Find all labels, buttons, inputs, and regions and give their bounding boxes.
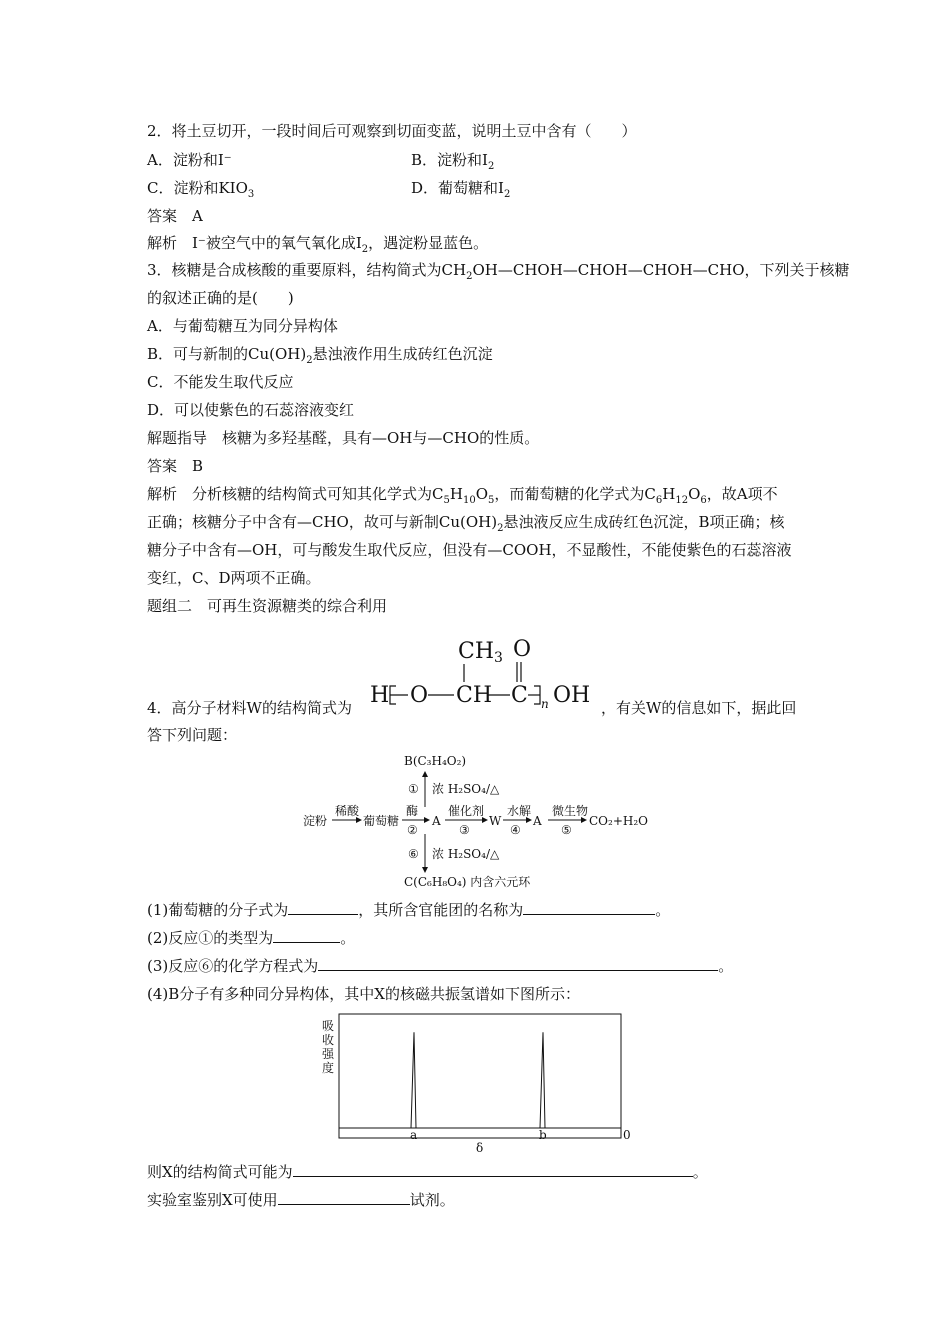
compound-b: B(C₃H₄O₂): [404, 754, 467, 768]
q3-analysis-line2: 正确；核糖分子中含有—CHO，故可与新制$Cu(OH)_2$悬浊液反应生成砖红色沉淀，B项正确；核: [147, 513, 785, 534]
q3-guide: 解题指导 核糖为多羟基醛，具有—OH与—CHO的性质。: [147, 429, 540, 447]
q4-sub3: (3)反应⑥的化学方程式为 。: [147, 957, 734, 975]
glucose: 葡萄糖: [363, 814, 400, 828]
repeat-n: n: [541, 697, 549, 711]
plot-frame: [339, 1014, 621, 1138]
tick-b: b: [539, 1128, 547, 1142]
ylabel-4: 度: [322, 1061, 335, 1075]
step-1: ①: [408, 782, 419, 796]
q3-analysis-line4: 变红，C、D两项不正确。: [147, 569, 321, 587]
q3-option-d: D．可以使紫色的石蕊溶液变红: [147, 401, 355, 419]
dilute-acid: 稀酸: [335, 804, 360, 818]
q3-analysis-line1: 解析 分析核糖的结构简式可知其化学式为$C_5H_{10}O_5$，而葡萄糖的化学式为$C_6H_{12}O_6$，故A项不: [147, 485, 778, 506]
q3-option-b: B．可与新制的$Cu(OH)_2$悬浊液作用生成砖红色沉淀: [147, 345, 493, 366]
answer-blank-equation[interactable]: [318, 956, 718, 971]
answer-blank-formula[interactable]: [288, 900, 358, 915]
q2-option-c: C．淀粉和$KIO_3$: [147, 179, 255, 200]
compound-w: W: [489, 814, 502, 828]
step-6: ⑥: [408, 847, 419, 861]
cond-1: 浓 H₂SO₄/△: [432, 782, 500, 796]
peak-b: [540, 1032, 545, 1128]
ch-atom: CH: [456, 683, 493, 708]
q3-analysis-line3: 糖分子中含有—OH，可与酸发生取代反应，但没有—COOH，不显酸性，不能使紫色的石蕊溶液: [147, 541, 792, 559]
step-3: ③: [459, 823, 470, 837]
oh-end: OH: [553, 683, 591, 708]
q3-option-a: A．与葡萄糖互为同分异构体: [147, 317, 338, 335]
nmr-spectrum: [316, 1012, 636, 1154]
enzyme: 酶: [406, 804, 419, 818]
ch3-group: CH3: [458, 639, 503, 666]
q3-answer: 答案 B: [147, 457, 204, 475]
compound-a: A: [432, 814, 441, 828]
q4-sub4: (4)B分子有多种同分异构体，其中X的核磁共振氢谱如下图所示：: [147, 985, 580, 1003]
starch: 淀粉: [303, 814, 328, 828]
answer-blank-structure[interactable]: [293, 1162, 693, 1177]
h-end: H: [370, 683, 390, 708]
q2-option-a: A．淀粉和I⁻: [147, 151, 232, 169]
reaction-scheme: [300, 752, 650, 892]
ylabel-1: 吸: [322, 1019, 335, 1033]
compound-a-2: A: [533, 814, 542, 828]
answer-blank-group[interactable]: [523, 900, 655, 915]
c-atom: C: [511, 683, 528, 708]
peak-a: [411, 1032, 416, 1128]
q2-stem: 2．将土豆切开，一段时间后可观察到切面变蓝，说明土豆中含有（ ）: [147, 122, 637, 140]
answer-blank-reagent[interactable]: [278, 1190, 410, 1205]
step-2: ②: [407, 823, 418, 837]
q3-stem-line2: 的叙述正确的是( ): [147, 289, 294, 307]
q2-analysis: 解析 I⁻被空气中的氧气氧化成$I_2$，遇淀粉显蓝色。: [147, 234, 489, 255]
step-4: ④: [510, 823, 521, 837]
cond-6: 浓 H₂SO₄/△: [432, 847, 500, 861]
oxygen-atom: O: [410, 683, 429, 708]
q3-stem-line1: 3．核糖是合成核酸的重要原料，结构简式为$CH_2OH—CHOH—CHOH—CHOH—CHO$，下列关于核糖: [147, 261, 850, 282]
q4-sub6: 实验室鉴别X可使用 试剂。: [147, 1191, 455, 1209]
q3-option-c: C．不能发生取代反应: [147, 373, 294, 391]
ylabel-3: 强: [322, 1047, 335, 1061]
q2-option-d: D．葡萄糖和$I_2$: [411, 179, 511, 200]
microbe: 微生物: [552, 804, 589, 818]
answer-blank-type[interactable]: [273, 928, 340, 943]
compound-c: C(C₆H₈O₄) 内含六元环: [404, 875, 531, 889]
step-5: ⑤: [561, 823, 572, 837]
tick-a: a: [410, 1128, 418, 1142]
xlabel: δ: [476, 1141, 484, 1154]
q2-option-b: B．淀粉和$I_2$: [411, 151, 495, 172]
q4-sub1: (1)葡萄糖的分子式为 ，其所含官能团的名称为 。: [147, 901, 671, 919]
q4-stem-pre: 4．高分子材料W的结构简式为: [147, 699, 352, 717]
polymer-structure: [368, 634, 598, 714]
products: CO₂+H₂O: [589, 814, 648, 828]
ylabel-2: 收: [322, 1033, 335, 1047]
catalyst: 催化剂: [448, 804, 485, 818]
group-heading: 题组二 可再生资源糖类的综合利用: [147, 597, 388, 615]
carbonyl-oxygen: O: [513, 637, 532, 662]
q4-sub2: (2)反应①的类型为 。: [147, 929, 356, 947]
q4-sub5: 则X的结构简式可能为 。: [147, 1163, 708, 1181]
q2-answer: 答案 A: [147, 207, 203, 225]
hydrolysis: 水解: [507, 804, 532, 818]
tick-zero: 0: [623, 1128, 631, 1142]
q4-stem-line2: 答下列问题：: [147, 726, 238, 744]
q4-stem-post: ，有关W的信息如下，据此回: [601, 699, 797, 717]
